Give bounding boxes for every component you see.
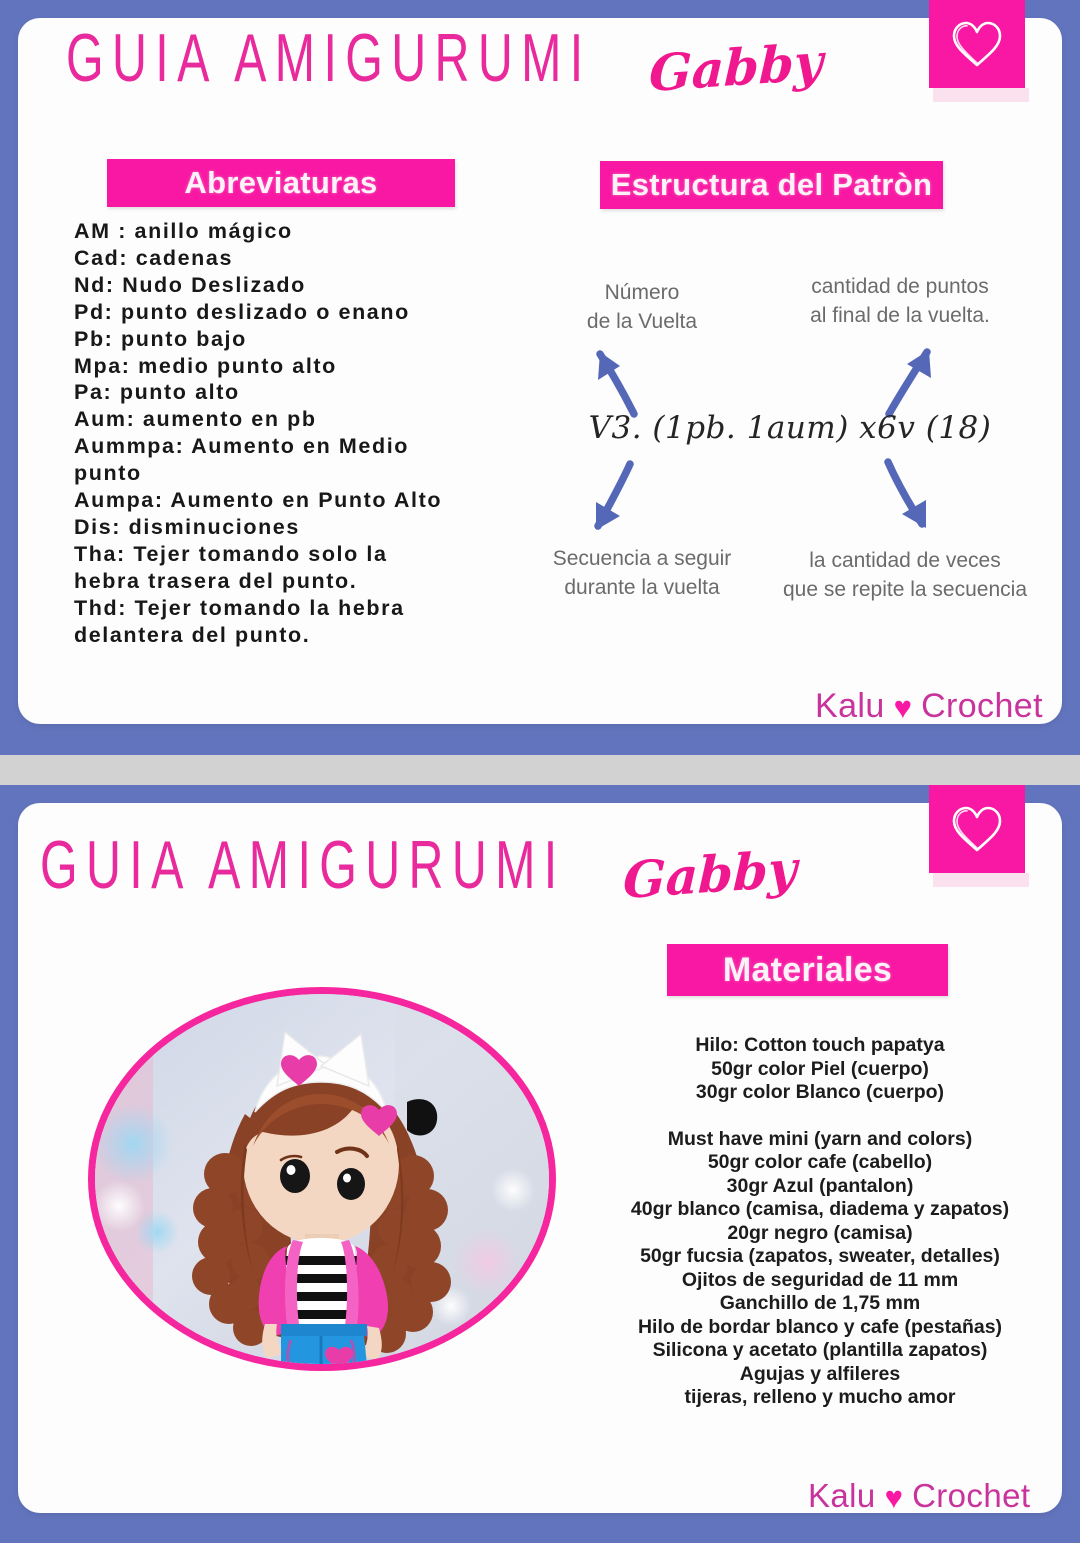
guide-page-1 — [0, 0, 1080, 755]
heart-icon: ♥ — [893, 690, 913, 725]
abbreviation-line: Mpa: medio punto alto — [74, 353, 337, 378]
material-line: 30gr color Blanco (cuerpo) — [695, 1081, 945, 1103]
heart-badge-page-2 — [929, 785, 1025, 887]
abbreviation-line: Aumpa: Aumento en Punto Alto — [74, 488, 443, 513]
page-title — [40, 828, 799, 911]
material-line: tijeras, relleno y mucho amor — [684, 1386, 956, 1408]
page-title-script: Gabby — [622, 838, 799, 911]
heart-outline-icon — [929, 785, 1025, 873]
pattern-formula-example: V3. (1pb. 1aum) x6v (18) — [588, 410, 992, 446]
abbreviation-line: Aum: aumento en pb — [74, 407, 317, 432]
abbreviation-line: Dis: disminuciones — [74, 514, 300, 539]
material-line: Ojitos de seguridad de 11 mm — [681, 1268, 959, 1291]
badge-shadow-strip — [933, 873, 1029, 887]
material-line: 20gr negro (camisa) — [727, 1221, 913, 1244]
abbreviation-line: delantera del punto. — [74, 622, 311, 647]
material-line: Must have mini (yarn and colors) — [667, 1127, 973, 1150]
page-title — [66, 21, 825, 104]
abbreviation-line: AM : anillo mágico — [74, 219, 293, 243]
brand-word-crochet: Crochet — [921, 687, 1043, 725]
abbreviation-line: Pb: punto bajo — [74, 326, 247, 351]
pattern-structure-diagram — [520, 260, 1060, 640]
page-title-main: GUIA AMIGURUMI — [40, 828, 566, 904]
brand-word-kalu: Kalu — [815, 687, 885, 725]
abbreviation-line: punto — [74, 461, 142, 486]
material-line: 50gr color cafe (cabello) — [707, 1151, 933, 1173]
label-cantidad-de-veces: la cantidad de veces que se repite la secuencia — [783, 549, 1027, 601]
amigurumi-doll-photo — [88, 987, 556, 1371]
abbreviation-line: Pa: punto alto — [74, 380, 240, 405]
label-cantidad-de-puntos: cantidad de puntos al final de la vuelta. — [810, 275, 990, 327]
label-numero-de-la-vuelta: Número de la Vuelta — [586, 281, 698, 333]
material-line: 50gr fucsia (zapatos, sweater, detalles) — [640, 1245, 1000, 1267]
heart-outline-icon — [929, 0, 1025, 88]
label-secuencia-a-seguir: Secuencia a seguir durante la vuelta — [552, 547, 732, 599]
arrow-down-right-icon — [872, 456, 944, 541]
abbreviation-line: Pd: punto deslizado o enano — [74, 299, 410, 324]
materials-list — [600, 1034, 1040, 1410]
materials-group-separator — [600, 1105, 1040, 1128]
section-heading-materiales — [667, 944, 948, 996]
brand-word-crochet: Crochet — [912, 1477, 1031, 1514]
abbreviation-line: hebra trasera del punto. — [74, 568, 358, 593]
section-heading-estructura — [600, 161, 943, 209]
abbreviation-line: Cad: cadenas — [74, 245, 234, 270]
brand-footer-page-2 — [808, 1477, 1030, 1515]
page-title-main: GUIA AMIGURUMI — [66, 21, 592, 97]
material-line: Hilo: Cotton touch papatya — [695, 1034, 945, 1056]
material-line: Hilo de bordar blanco y cafe (pestañas) — [637, 1315, 1003, 1338]
material-line: Ganchillo de 1,75 mm — [719, 1292, 921, 1314]
material-line: Agujas y alfileres — [739, 1362, 901, 1385]
arrow-down-left-icon — [578, 458, 650, 543]
heart-badge-page-1 — [929, 0, 1025, 102]
abbreviation-line: Thd: Tejer tomando la hebra — [74, 595, 405, 620]
material-line: 40gr blanco (camisa, diadema y zapatos) — [630, 1198, 1010, 1220]
material-line: 50gr color Piel (cuerpo) — [711, 1057, 929, 1080]
abbreviations-list — [74, 218, 534, 649]
material-line: Silicona y acetato (plantilla zapatos) — [652, 1339, 988, 1361]
abreviaturas-heading-label: Abreviaturas — [184, 165, 378, 200]
abbreviation-line: Tha: Tejer tomando solo la — [74, 541, 388, 566]
badge-shadow-strip — [933, 88, 1029, 102]
abbreviation-line: Aummpa: Aumento en Medio — [74, 434, 410, 459]
brand-word-kalu: Kalu — [808, 1477, 876, 1514]
page-title-script: Gabby — [648, 31, 825, 104]
material-line: 30gr Azul (pantalon) — [726, 1174, 914, 1197]
heart-icon: ♥ — [884, 1479, 904, 1515]
materiales-heading-label: Materiales — [722, 950, 893, 989]
estructura-heading-label: Estructura del Patròn — [610, 167, 933, 202]
section-heading-abreviaturas — [107, 159, 455, 207]
brand-footer-page-1 — [815, 687, 1043, 726]
abbreviation-line: Nd: Nudo Deslizado — [74, 272, 306, 297]
